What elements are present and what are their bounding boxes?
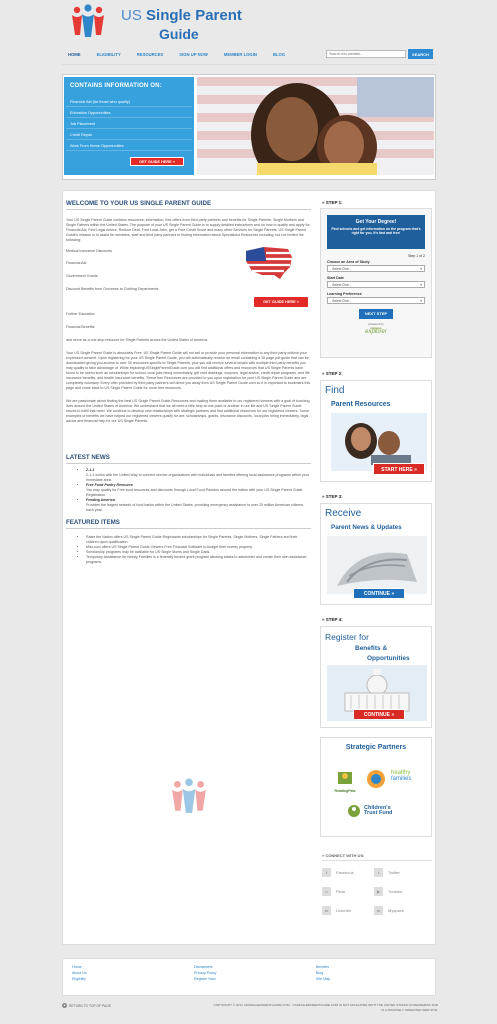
news-item-title[interactable]: Feeding America bbox=[86, 498, 115, 502]
featured-list bbox=[66, 535, 311, 565]
register-benefits-widget[interactable] bbox=[320, 626, 432, 728]
reading-pals-logo-icon bbox=[335, 768, 355, 788]
news-item bbox=[86, 498, 311, 513]
social-twitter[interactable] bbox=[374, 868, 400, 877]
social-youtube[interactable] bbox=[374, 887, 403, 896]
us-flag-map-icon bbox=[244, 243, 294, 283]
degree-header bbox=[327, 215, 425, 249]
select-value: - Select One - bbox=[330, 299, 351, 303]
social-myspace[interactable] bbox=[374, 906, 404, 915]
welcome-paragraph-1: Your US Single Parent Guide contains resources, information, free offers from third party partners and benefits for Single Parents, Single Mothers and Single Fathers within the United States. The purpose of your US Single Parent Guide is to supply detailed instructions and on how to qualify and apply for Financial Aid, Find Legal Advice, Reduce Debt, Find Local Jobs, get a Free Credit Score and many other Services for Single Parents. US Single Parent Guide's mission is to assist its members, staff and third party partners in finding information about Specialized Resources including, but not limited the following: bbox=[66, 218, 310, 242]
banner-item-education[interactable]: Education Opportunities bbox=[66, 109, 192, 118]
next-step-button[interactable]: NEXT STEP bbox=[359, 309, 393, 319]
benefits-heading: Benefits & bbox=[355, 645, 388, 652]
arrow-up-icon: ▲ bbox=[63, 1003, 66, 1007]
strategic-partners-widget bbox=[320, 737, 432, 837]
connect-divider bbox=[322, 860, 432, 861]
healthy-families-logo bbox=[361, 768, 391, 791]
nav-blog[interactable]: BLOG bbox=[272, 52, 285, 57]
parent-news-heading: Parent News & Updates bbox=[331, 524, 402, 531]
featured-item: • Temporary Assistance for Needy Families is a federally funded grant program allowing states to administer and create their own assistance programs. bbox=[86, 555, 311, 565]
main-column bbox=[66, 200, 311, 565]
social-label: Flickr bbox=[336, 889, 346, 894]
partner-reading-pals[interactable] bbox=[327, 768, 363, 793]
banner-item-work-from-home[interactable]: Work From Home Opportunities bbox=[66, 142, 192, 151]
connect-title: » CONNECT WITH US: bbox=[322, 853, 365, 858]
explorer-logo: explorer bbox=[365, 329, 387, 335]
copyright-line-1: COPYRIGHT © 2014 USSINGLEPARENTGUIDE.COM · USSINGLEPARENTGUIDE.COM IS NOT AFFILIATED WITH THE UNITED STATES GOVERNMENT AND bbox=[213, 1003, 438, 1007]
footer-logo-icon bbox=[170, 776, 208, 816]
banner-get-guide-button[interactable]: GET GUIDE HERE » bbox=[130, 157, 184, 166]
banner-item-financial-aid[interactable]: Financial Aid (for those who qualify) bbox=[66, 98, 192, 107]
news-item-title[interactable]: Free Food Pantry Resource bbox=[86, 483, 133, 487]
start-here-button[interactable]: START HERE » bbox=[373, 463, 425, 475]
logo-us: US bbox=[121, 7, 147, 24]
search-button[interactable]: SEARCH bbox=[408, 49, 433, 59]
news-item-text: Provides the largest network of food banks within the United States, providing emergency assistance to over 25 million American citizens each year. bbox=[86, 503, 304, 512]
partner-name: Trust Fund bbox=[364, 810, 393, 816]
resource-list-block bbox=[66, 249, 311, 369]
partner-childrens-trust-fund[interactable] bbox=[347, 804, 392, 818]
search-input[interactable] bbox=[326, 50, 406, 58]
field-label: Choose an Area of Study bbox=[327, 260, 370, 264]
footer-link-eligibility[interactable]: Eligibility bbox=[72, 977, 86, 981]
hero-photo-mother-child bbox=[197, 77, 434, 175]
find-resources-widget[interactable] bbox=[320, 380, 432, 482]
find-heading: Find bbox=[325, 385, 345, 396]
list-item: Financial Aid bbox=[66, 261, 87, 265]
news-item-title[interactable]: 2-1-1 bbox=[86, 468, 95, 472]
childrens-trust-text bbox=[364, 806, 392, 817]
get-guide-button[interactable]: GET GUIDE HERE » bbox=[254, 297, 308, 307]
receive-heading: Receive bbox=[325, 508, 362, 519]
welcome-paragraph-4: We are passionate about finding the best US Single Parent Guide Resources and making them available to our registered viewers with a goal of touching lives around the United States of America. We understand that we all need a little help at one point or another in our life and US Single Parent Guide strives to fulfill that need. We continue to develop new relationships with strategic partners and find additional resources for our registered viewers. Some examples of benefits we have helped our registered viewers qualify for are: scholarships, grants, insurance discounts, local jobs hiring immediately, legal advice and financial help for our US Single Parents. bbox=[66, 399, 310, 423]
social-label: Twitter bbox=[388, 870, 400, 875]
banner-title: CONTAINS INFORMATION ON: bbox=[70, 83, 162, 89]
receive-news-widget[interactable] bbox=[320, 503, 432, 605]
return-to-top[interactable] bbox=[62, 1003, 111, 1008]
footer-link-privacy[interactable]: Privacy Policy bbox=[194, 971, 217, 975]
degree-subtitle: Find schools and get information on the program that's right for you. It's fast and free! bbox=[331, 227, 421, 236]
footer-link-disclaimers[interactable]: Disclaimers bbox=[194, 965, 213, 969]
partner-name: families bbox=[391, 776, 412, 782]
latest-news-title: LATEST NEWS bbox=[66, 454, 311, 464]
list-item: Government Grants bbox=[66, 274, 98, 278]
social-label: Myspace bbox=[388, 908, 405, 913]
footer-col-2 bbox=[194, 964, 216, 982]
nav-member-login[interactable]: MEMBER LOGIN bbox=[223, 52, 257, 57]
logo-single-parent: Single Parent bbox=[146, 7, 242, 24]
strategic-partners-title: Strategic Partners bbox=[345, 744, 407, 751]
campus-label: campus bbox=[370, 326, 382, 330]
continue-register-button[interactable]: CONTINUE » bbox=[353, 709, 405, 720]
register-for-heading: Register for bbox=[325, 632, 369, 642]
list-item: Medical Insurance Discounts bbox=[66, 249, 112, 253]
footer-link-about[interactable]: About Us bbox=[72, 971, 87, 975]
social-linkedin[interactable] bbox=[322, 906, 351, 915]
field-label: Learning Preference bbox=[327, 292, 362, 296]
partner-name: ReadingPals bbox=[334, 789, 356, 793]
start-date-select[interactable] bbox=[327, 281, 425, 288]
chevron-down-icon: ▾ bbox=[420, 267, 422, 271]
parent-resources-heading: Parent Resources bbox=[331, 401, 391, 408]
list-item: Discount Benefits from Groceries to Clothing Departments bbox=[66, 287, 159, 291]
footer-links-panel bbox=[62, 958, 436, 996]
news-list bbox=[66, 468, 311, 513]
logo-title[interactable] bbox=[121, 7, 242, 24]
select-value: - Select One - bbox=[330, 283, 351, 287]
sun-family-icon bbox=[365, 768, 387, 790]
banner-item-job-placement[interactable]: Job Placement bbox=[66, 120, 192, 129]
step-4-title: » STEP 4: bbox=[322, 617, 343, 622]
list-item: Further Education bbox=[66, 312, 95, 316]
nav-home[interactable]: HOME bbox=[68, 52, 81, 57]
footer-col-1 bbox=[72, 964, 87, 982]
degree-widget bbox=[320, 208, 432, 358]
newspaper-image bbox=[327, 536, 427, 594]
field-label: Start Date bbox=[327, 276, 344, 280]
twitter-icon: t bbox=[374, 868, 383, 877]
myspace-icon: m bbox=[374, 906, 383, 915]
return-to-top-label: RETURN TO TOP OF PAGE bbox=[69, 1003, 111, 1008]
logo-icon[interactable] bbox=[70, 3, 106, 39]
welcome-paragraph-2: and serve as a one stop resource for Single Parents across the United States of America. bbox=[66, 338, 209, 342]
flickr-icon: •• bbox=[322, 887, 331, 896]
welcome-title: WELCOME TO YOUR US SINGLE PARENT GUIDE bbox=[66, 200, 311, 210]
list-item: Financial Benefits bbox=[66, 325, 95, 329]
social-facebook[interactable] bbox=[322, 868, 354, 877]
welcome-paragraph-3: Your US Single Parent Guide is absolutely Free. US Single Parent Guide will not sell or provide your personal information to any third party without your expressed consent. Upon registering for your US Single Parent Guide, you will automatically receive an email containing a 30 page pdf guide that can be downloaded giving you access to over 30 resources specific to Single Parents, plus you will receive several emails with multiple third party benefits you may qualify to take advantage of. While exploringUSSingleParentGuide.com you will find additional offers and resources that US Single Parents have found to be useful such as scholarships for school, local jobs hiring immediately, gift card drawings, coupons, legal advice, credit repair programs, and life insurance benefits, and health insurance benefits. These free Resources are provided to you upon registration for your US Single Parent Guide and are completely voluntary. Every offer provided by third party partners will direct you away from US Single Parent Guide.com so it is important to bookmark this page and come back to US Single Parent Guide for more free resources. bbox=[66, 351, 311, 390]
step-3-title: » STEP 3: bbox=[322, 494, 343, 499]
main-nav bbox=[68, 52, 301, 62]
partner-name: Children's bbox=[364, 804, 391, 811]
banner-item-credit-repair[interactable]: Credit Repair bbox=[66, 131, 192, 140]
chevron-down-icon: ▾ bbox=[420, 299, 422, 303]
study-area-select[interactable] bbox=[327, 265, 425, 272]
footer-col-3 bbox=[316, 964, 330, 982]
featured-item: • Raise the Nation offers US Single Parent Guide Registrants scholarships for Single Parents, Single Mothers, Single Fathers and their children upon qualification. bbox=[86, 535, 311, 545]
select-value: - Select One - bbox=[330, 267, 351, 271]
nav-eligibility[interactable]: ELIGIBILITY bbox=[96, 52, 121, 57]
copyright-line-2: IS A PRIVATELY OPERATED WEB SITE. bbox=[381, 1008, 438, 1012]
degree-title: Get Your Degree! bbox=[355, 219, 397, 225]
footer-link-home[interactable]: Home bbox=[72, 965, 82, 969]
chevron-down-icon: ▾ bbox=[420, 283, 422, 287]
social-label: Youtube bbox=[388, 889, 403, 894]
header-divider bbox=[62, 64, 436, 65]
copyright-text bbox=[148, 1003, 438, 1013]
featured-item: • Mint.com offers US Single Parent Guide Viewers Free Financial Software to budget their money properly. bbox=[86, 545, 311, 550]
step-2-title: » STEP 2: bbox=[322, 371, 343, 376]
nav-sign-up[interactable]: SIGN UP NOW bbox=[179, 52, 208, 57]
footer-link-benefits[interactable]: Benefits bbox=[316, 965, 329, 969]
opportunities-heading: Opportunities bbox=[367, 655, 410, 662]
logo-guide: Guide bbox=[159, 26, 199, 42]
degree-form bbox=[327, 260, 425, 304]
continue-news-button[interactable]: CONTINUE » bbox=[353, 588, 405, 599]
social-flickr[interactable] bbox=[322, 887, 346, 896]
footer-link-register[interactable]: Register Now bbox=[194, 977, 216, 981]
powered-by-label: powered by bbox=[368, 322, 384, 326]
linkedin-icon: in bbox=[322, 906, 331, 915]
featured-items-title: FEATURED ITEMS bbox=[66, 519, 311, 529]
nav-resources[interactable]: RESOURCES bbox=[136, 52, 164, 57]
facebook-icon: f bbox=[322, 868, 331, 877]
youtube-icon: ▶ bbox=[374, 887, 383, 896]
news-item bbox=[86, 483, 311, 498]
news-item-text: You may qualify for Free food resources and discounts through Local Food Pantries around the nation with your US Single Parent Guide Registration. bbox=[86, 488, 303, 497]
step-1-title: » STEP 1: bbox=[322, 200, 343, 205]
social-label: LinkedIn bbox=[336, 908, 352, 913]
partner-healthy-families[interactable] bbox=[391, 770, 411, 782]
step-counter: Step 1 of 2 bbox=[408, 254, 425, 258]
news-item bbox=[86, 468, 311, 483]
social-label: Facebook bbox=[336, 870, 354, 875]
footer-link-sitemap[interactable]: Site Map bbox=[316, 977, 331, 981]
news-item-text: 2-1-1 works with the United Way to connect service organizations with individuals and families offering local assistance programs within your immediate area. bbox=[86, 473, 309, 482]
partner-name: healthy bbox=[391, 770, 411, 776]
footer-link-blog[interactable]: Blog bbox=[316, 971, 324, 975]
featured-item: • Scholarship programs may be available for US Single Moms and Single Dads. bbox=[86, 550, 311, 555]
powered-by bbox=[321, 322, 431, 334]
childrens-trust-logo-icon bbox=[347, 804, 361, 818]
learning-preference-select[interactable] bbox=[327, 297, 425, 304]
